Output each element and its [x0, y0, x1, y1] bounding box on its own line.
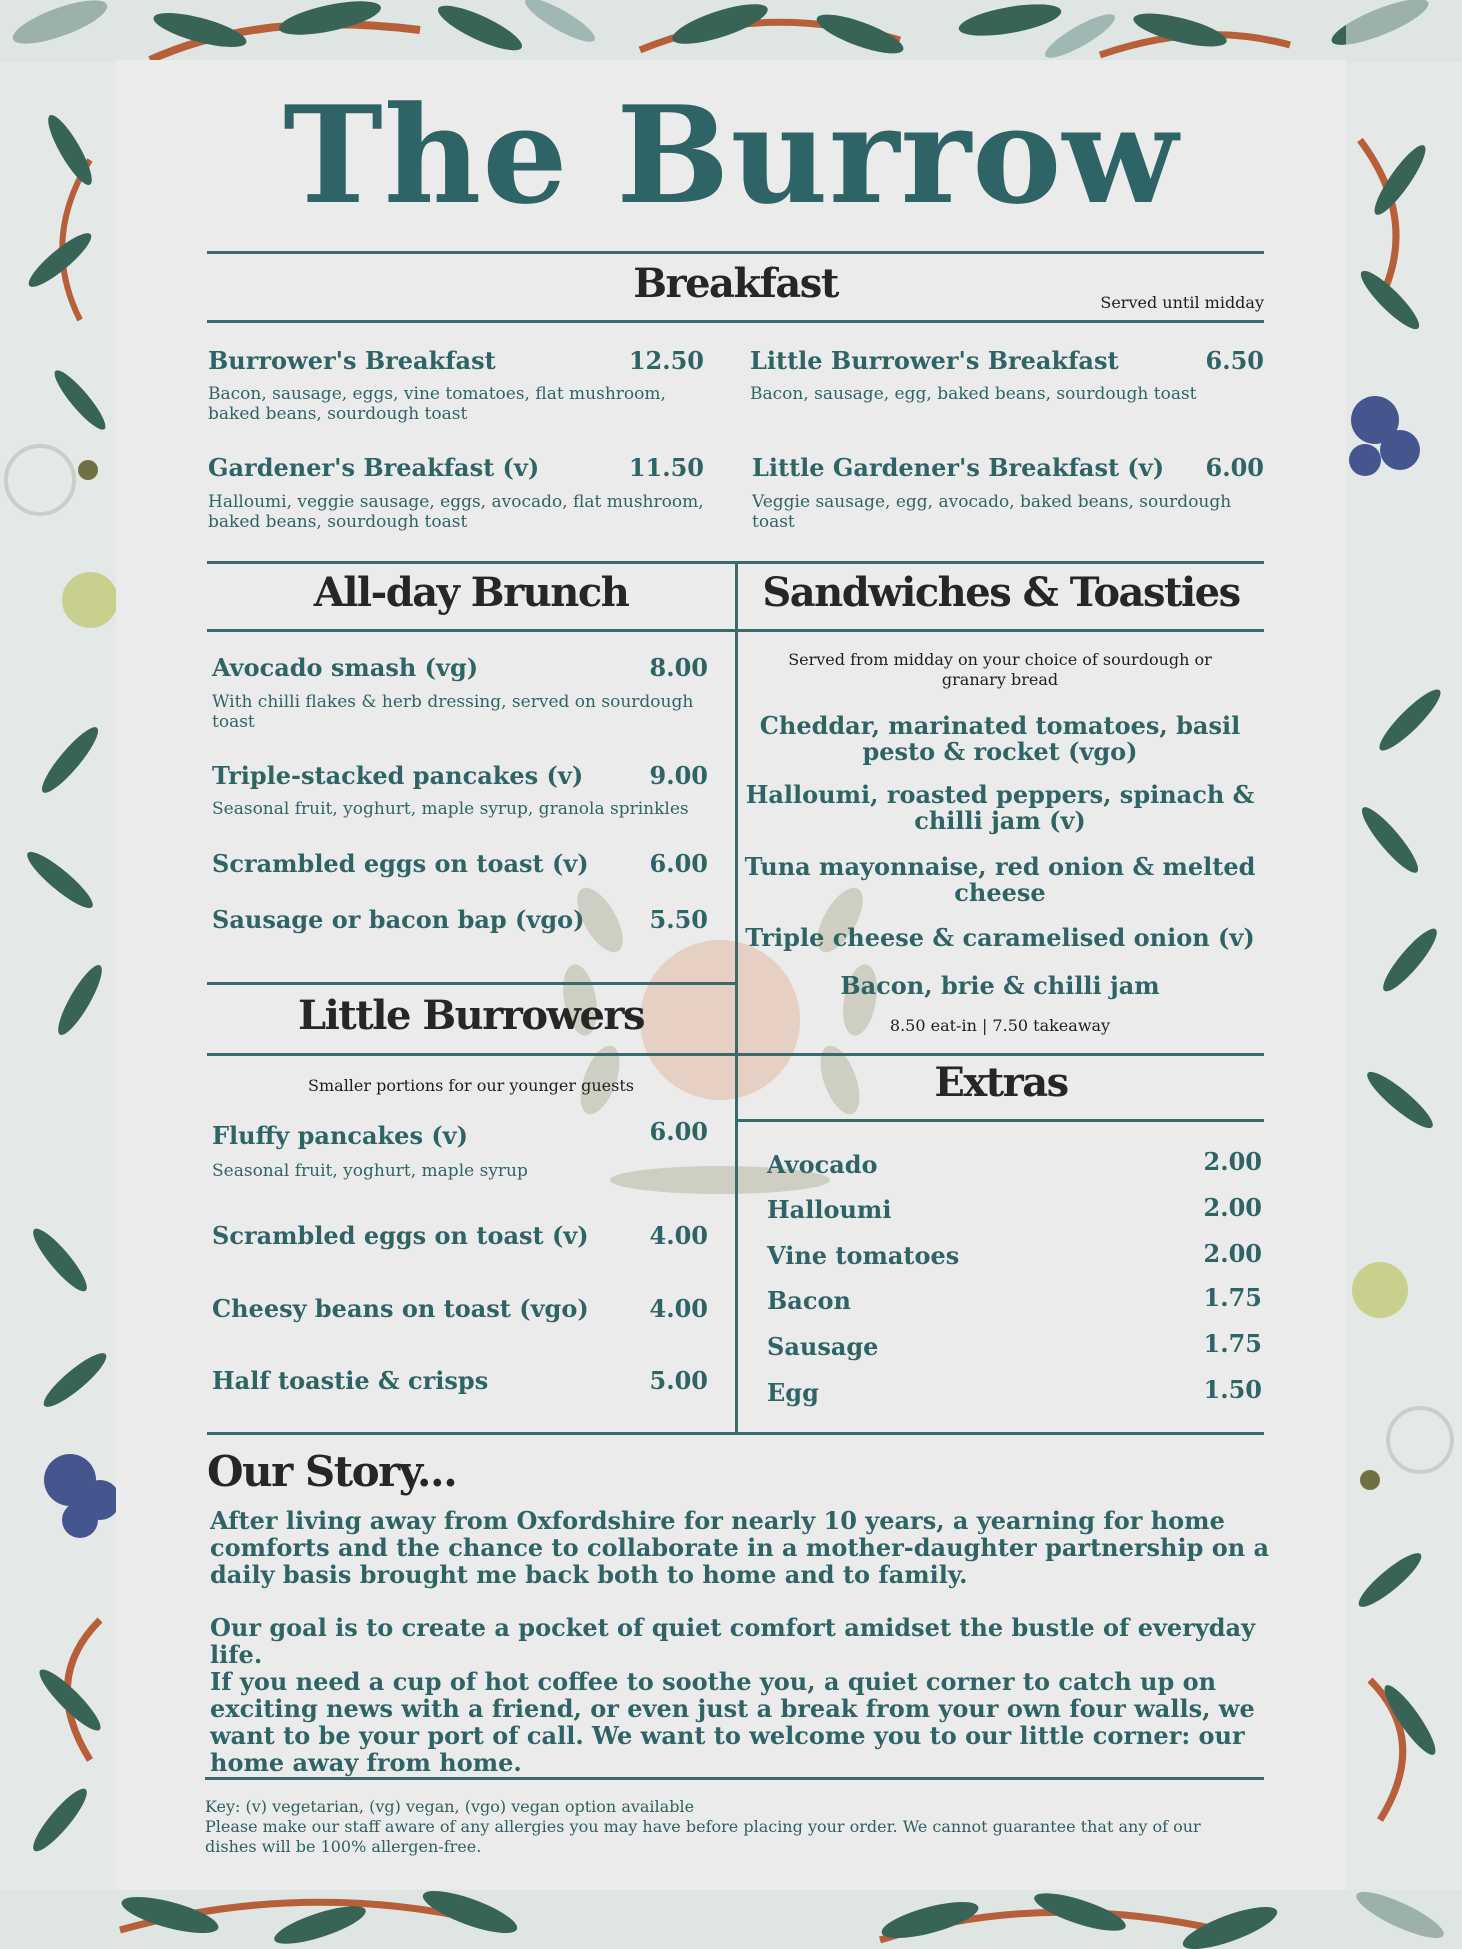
- menu-item-name: Avocado smash (vg): [212, 653, 479, 682]
- extra-item-price: 1.75: [1203, 1329, 1262, 1358]
- extra-item-name: Halloumi: [767, 1195, 892, 1224]
- sandwich-item: Triple cheese & caramelised onion (v): [745, 923, 1255, 952]
- sandwich-item: Tuna mayonnaise, red onion & melted cheese: [744, 852, 1256, 908]
- menu-item-price: 9.00: [649, 761, 708, 790]
- menu-item-name: Triple-stacked pancakes (v): [212, 761, 584, 790]
- sandwiches-title: Sandwiches & Toasties: [762, 569, 1240, 616]
- extra-item-name: Avocado: [767, 1150, 878, 1179]
- menu-item-desc: Halloumi, veggie sausage, eggs, avocado, flat mushroom, baked beans, sourdough toast: [208, 492, 704, 533]
- extra-item-price: 2.00: [1203, 1239, 1262, 1268]
- allergy-note: Please make our staff aware of any allergies you may have before placing your order. We cannot guarantee that any of our: [205, 1817, 1201, 1836]
- menu-item-name: Sausage or bacon bap (vgo): [212, 905, 585, 934]
- menu-item-price: 11.50: [628, 453, 704, 482]
- restaurant-title: The Burrow: [283, 76, 1179, 234]
- extra-item-price: 2.00: [1203, 1193, 1262, 1222]
- menu-item-price: 5.00: [649, 1366, 708, 1395]
- breakfast-title: Breakfast: [633, 260, 838, 307]
- extra-item-price: 1.75: [1203, 1283, 1262, 1312]
- divider: [205, 1777, 1264, 1780]
- story-paragraph: After living away from Oxfordshire for nearly 10 years, a yearning for home comforts and the chance to collaborate in a mother-daughter partnership on a daily basis brought me back both to home and to family.: [210, 1506, 1270, 1589]
- menu-item-desc: Veggie sausage, egg, avocado, baked beans, sourdough toast: [752, 492, 1232, 533]
- column-divider: [735, 561, 738, 1434]
- divider: [738, 1119, 1264, 1122]
- dietary-key: Key: (v) vegetarian, (vg) vegan, (vgo) vegan option available: [205, 1797, 695, 1816]
- menu-item-name: Fluffy pancakes (v): [212, 1121, 468, 1150]
- divider: [207, 251, 1264, 254]
- extra-item-name: Bacon: [767, 1286, 851, 1315]
- sandwich-item: Cheddar, marinated tomatoes, basil pesto & rocket (vgo): [759, 711, 1241, 767]
- menu-item-price: 6.00: [649, 1117, 708, 1146]
- divider: [207, 629, 735, 632]
- allergy-note: dishes will be 100% allergen-free.: [205, 1837, 482, 1856]
- menu-item-desc: Seasonal fruit, yoghurt, maple syrup, granola sprinkles: [212, 799, 689, 819]
- extra-item-price: 1.50: [1203, 1375, 1262, 1404]
- menu-item-name: Cheesy beans on toast (vgo): [212, 1294, 589, 1323]
- divider: [207, 320, 1264, 323]
- menu-item-price: 6.00: [649, 849, 708, 878]
- story-title: Our Story...: [207, 1447, 457, 1496]
- menu-item-desc: Bacon, sausage, egg, baked beans, sourdough toast: [750, 384, 1197, 404]
- sandwich-item: Halloumi, roasted peppers, spinach & chilli jam (v): [745, 780, 1255, 836]
- menu-item-desc: Bacon, sausage, eggs, vine tomatoes, flat mushroom, baked beans, sourdough toast: [208, 384, 666, 425]
- menu-item-desc: Seasonal fruit, yoghurt, maple syrup: [212, 1161, 528, 1181]
- menu-item-name: Little Gardener's Breakfast (v): [752, 453, 1165, 482]
- menu-item-price: 5.50: [649, 905, 708, 934]
- menu-item-price: 4.00: [649, 1294, 708, 1323]
- sandwiches-price-note: 8.50 eat-in | 7.50 takeaway: [889, 1016, 1111, 1035]
- extras-title: Extras: [934, 1059, 1068, 1106]
- extra-item-name: Vine tomatoes: [767, 1241, 960, 1270]
- menu-item-name: Little Burrower's Breakfast: [750, 346, 1119, 375]
- menu-item-price: 6.00: [1205, 453, 1264, 482]
- divider: [207, 982, 735, 985]
- menu-item-name: Scrambled eggs on toast (v): [212, 849, 589, 878]
- menu-item-name: Gardener's Breakfast (v): [208, 453, 540, 482]
- menu-item-name: Scrambled eggs on toast (v): [212, 1221, 589, 1250]
- menu-item-price: 12.50: [628, 346, 704, 375]
- extra-item-name: Egg: [767, 1378, 819, 1407]
- sandwich-item: Bacon, brie & chilli jam: [840, 971, 1160, 1000]
- extra-item-name: Sausage: [767, 1332, 879, 1361]
- breakfast-note: Served until midday: [1100, 293, 1264, 312]
- menu-item-desc: With chilli flakes & herb dressing, served on sourdough toast: [212, 692, 694, 733]
- divider: [207, 1432, 1264, 1435]
- menu-item-price: 6.50: [1205, 346, 1264, 375]
- divider: [207, 1053, 1264, 1056]
- menu-item-name: Burrower's Breakfast: [208, 346, 496, 375]
- menu-item-price: 8.00: [649, 653, 708, 682]
- extra-item-price: 2.00: [1203, 1147, 1262, 1176]
- menu-item-name: Half toastie & crisps: [212, 1366, 489, 1395]
- little-title: Little Burrowers: [297, 992, 645, 1039]
- little-note: Smaller portions for our younger guests: [308, 1076, 634, 1095]
- menu-item-price: 4.00: [649, 1221, 708, 1250]
- sandwiches-note: Served from midday on your choice of sourdough or granary bread: [788, 650, 1212, 689]
- footer-notes: [205, 1797, 1265, 1857]
- brunch-title: All-day Brunch: [313, 569, 629, 616]
- story-paragraph: Our goal is to create a pocket of quiet comfort amidset the bustle of everyday life. If you need a cup of hot coffee to soothe you, a quiet corner to catch up on exciting news with a friend, or even just a break from your own four walls, we want to be your port of call. We want to welcome you to our little corner: our home away from home.: [210, 1613, 1256, 1777]
- divider: [738, 629, 1264, 632]
